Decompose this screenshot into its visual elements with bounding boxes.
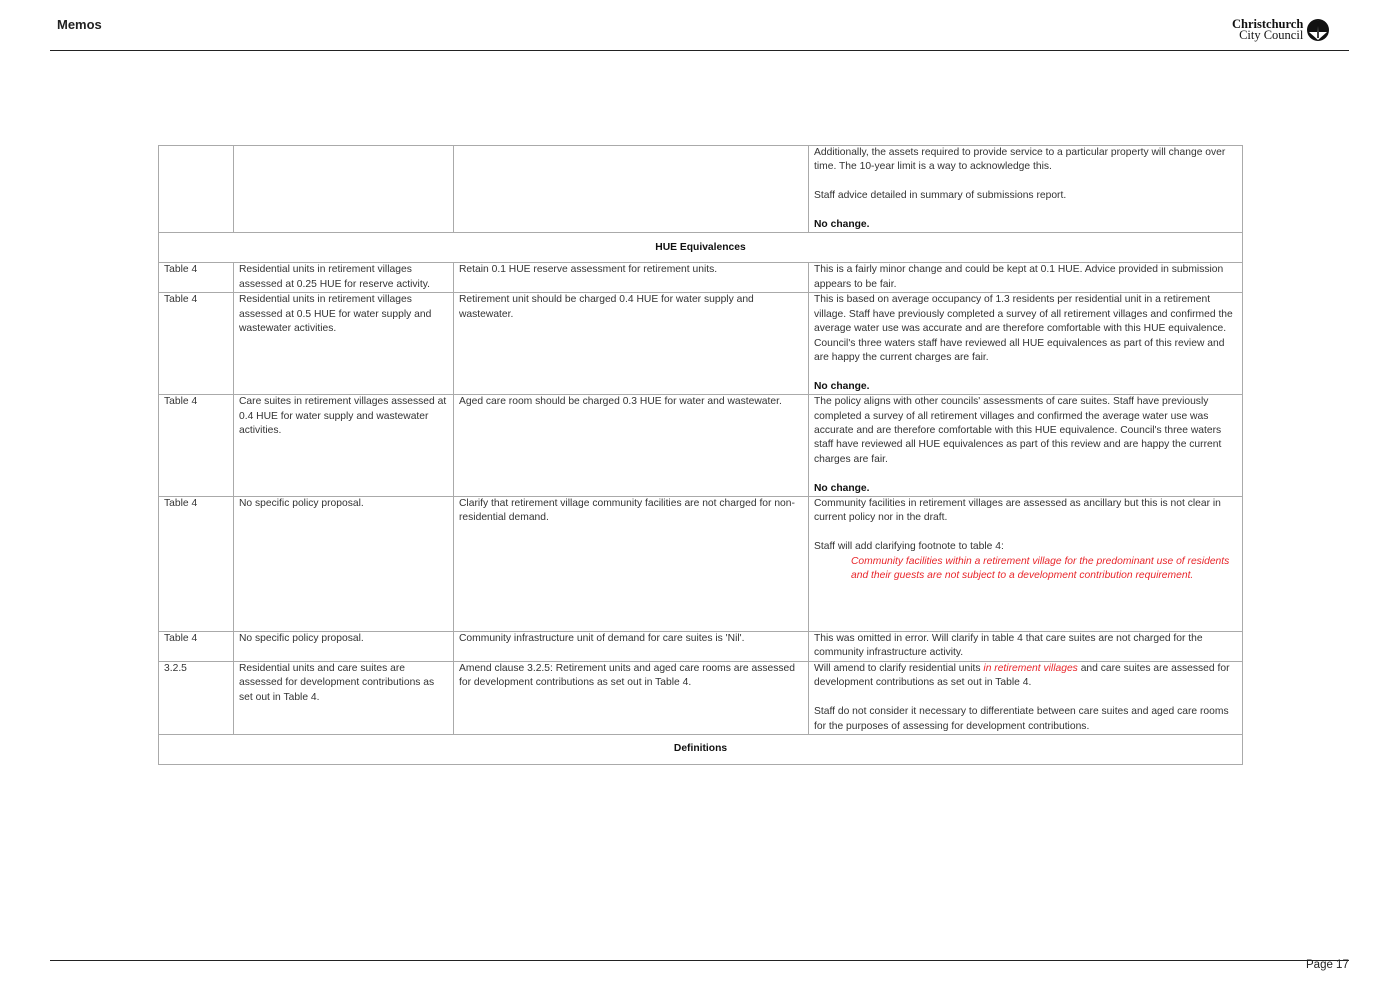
- staff-response: Additionally, the assets required to provide service to a particular property will change over time. The 10-year limit is a way to acknowledge this. Staff advice detailed in summary of submissions report. No change.: [809, 146, 1243, 233]
- header-divider: [50, 50, 1349, 51]
- logo-line2: City Council: [1239, 28, 1304, 42]
- section-heading-definitions: Definitions: [159, 735, 1243, 765]
- council-logo: [1232, 18, 1330, 42]
- page-number: Page 17: [1306, 959, 1349, 971]
- inserted-text: in retirement villages: [983, 663, 1078, 675]
- table-row: Table 4 Care suites in retirement villages assessed at 0.4 HUE for water supply and wastewater activities. Aged care room should be charged 0.3 HUE for water and wastewater. The policy aligns with other councils' assessments of care suites. Staff have previously completed a survey of all retirement villages and confirmed the average water use was accurate and are therefore comfortable with this HUE equivalence. Council's three waters staff have reviewed all HUE equivalences as part of this review and are happy the current charges are fair. No change.: [159, 395, 1243, 497]
- table-row: Table 4 No specific policy proposal. Community infrastructure unit of demand for care suites is 'Nil'. This was omitted in error. Will clarify in table 4 that care suites are not charged for the community infrastructure activity.: [159, 632, 1243, 662]
- table-row: Table 4 Residential units in retirement villages assessed at 0.25 HUE for reserve activity. Retain 0.1 HUE reserve assessment for retirement units. This is a fairly minor change and could be kept at 0.1 HUE. Advice provided in submission appears to be fair.: [159, 263, 1243, 293]
- table-row: Table 4 Residential units in retirement villages assessed at 0.5 HUE for water supply and wastewater activities. Retirement unit should be charged 0.4 HUE for water supply and wastewater. This is based on average occupancy of 1.3 residents per residential unit in a retirement village. Staff have previously completed a survey of all retirement villages and confirmed the average water use was accurate and are therefore comfortable with this HUE equivalence. Council's three waters staff have reviewed all HUE equivalences as part of this review and are happy the current charges are fair. No change.: [159, 293, 1243, 395]
- submissions-table: [158, 145, 1243, 765]
- table-row: Table 4 No specific policy proposal. Clarify that retirement village community facilities are not charged for non-residential demand. Community facilities in retirement villages are assessed as ancillary but this is not clear in current policy nor in the draft. Staff will add clarifying footnote to table 4: Community facilities within a retirement village for the predominant use of residents and their guests are not subject to a development contribution requirement.: [159, 497, 1243, 632]
- table-row: [159, 146, 1243, 233]
- footer-divider: [50, 960, 1349, 961]
- table-row: 3.2.5 Residential units and care suites are assessed for development contributions as set out in Table 4. Amend clause 3.2.5: Retirement units and aged care rooms are assessed for development contributions as set out in Table 4. Will amend to clarify residential units in retirement villages and care suites are assessed for development contributions as set out in Table 4. Staff do not consider it necessary to differentiate between care suites and aged care rooms for the purposes of assessing for development contributions.: [159, 662, 1243, 735]
- header-title: Memos: [57, 17, 102, 32]
- section-heading-hue: HUE Equivalences: [159, 233, 1243, 263]
- proposed-footnote: Community facilities within a retirement village for the predominant use of residents and their guests are not subject to a development contribution requirement.: [851, 555, 1230, 582]
- cathedral-logo-icon: [1306, 18, 1330, 42]
- logo-line1: Christchurch: [1232, 17, 1304, 31]
